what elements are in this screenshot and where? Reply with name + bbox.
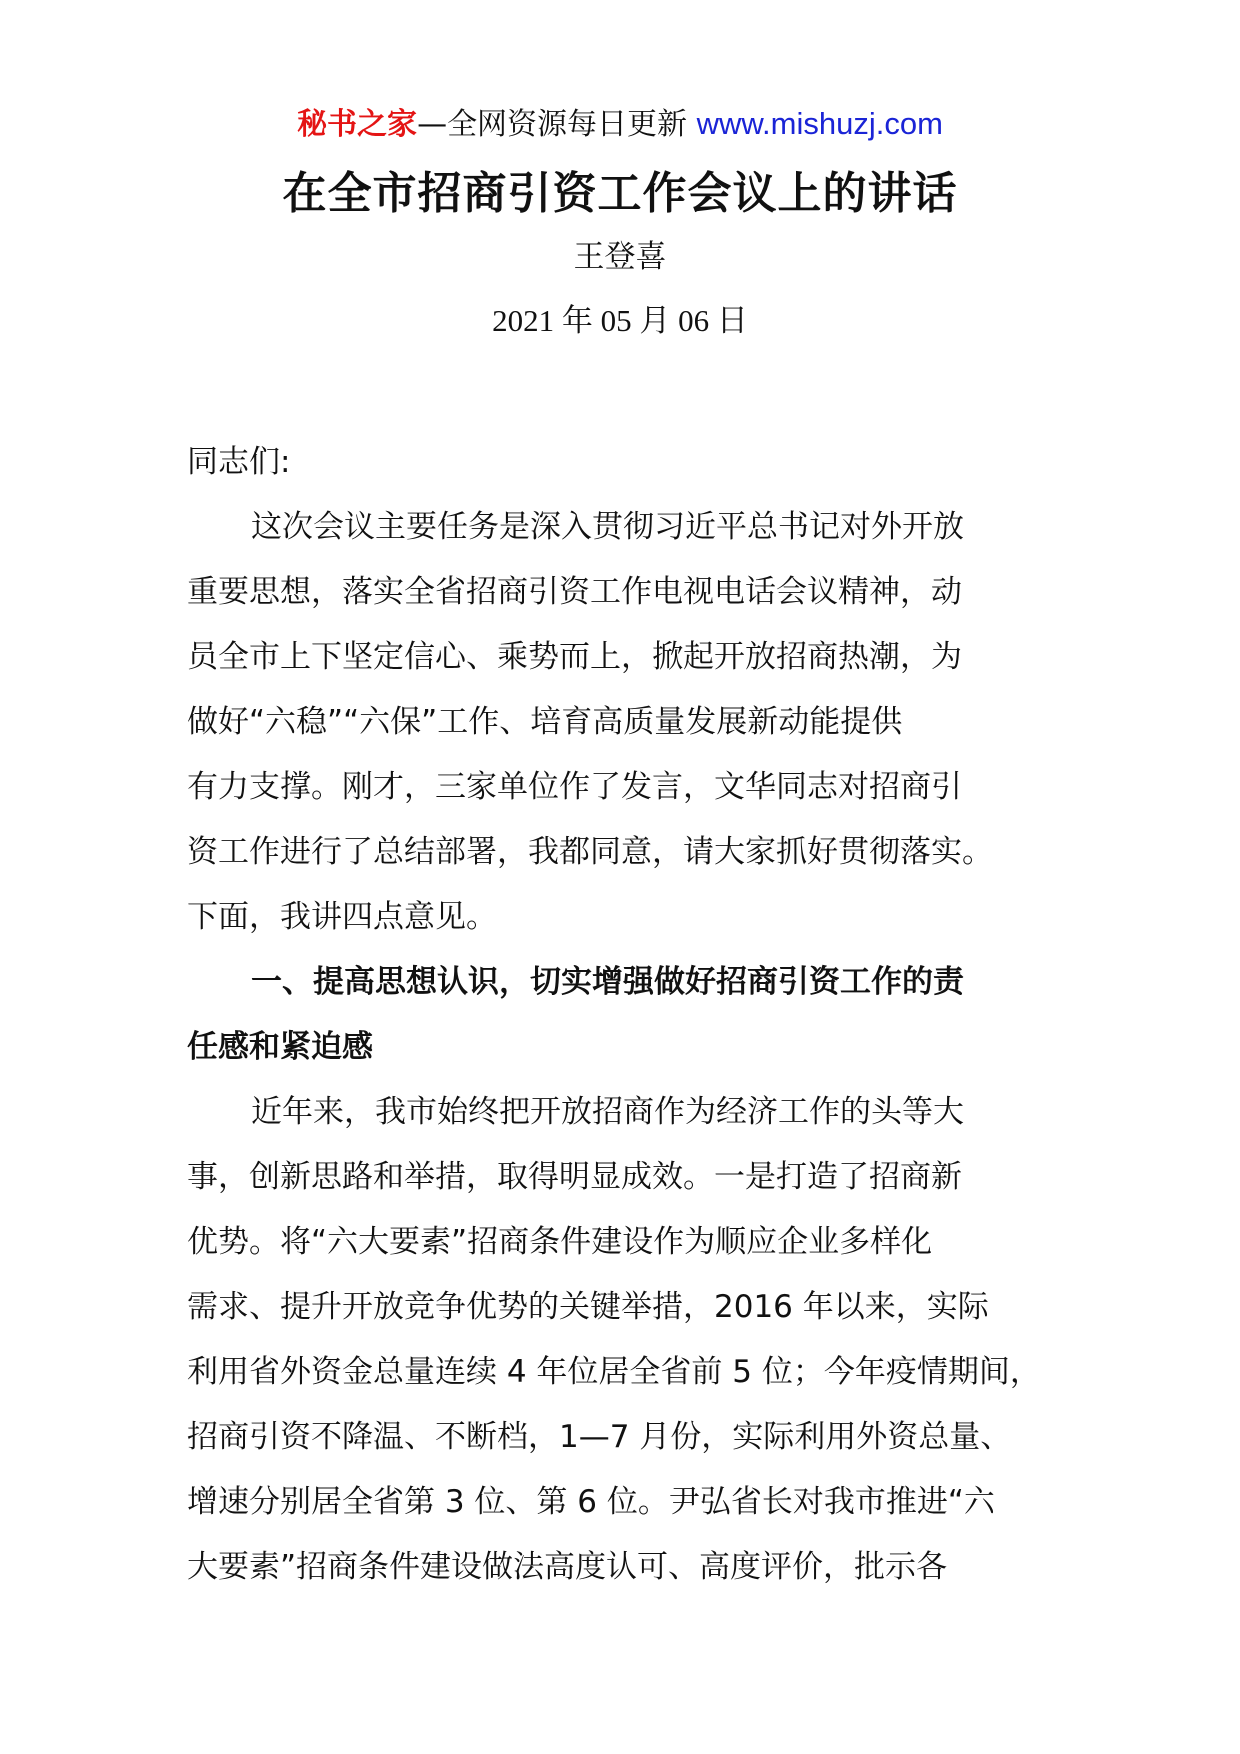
paragraph-line: 下面，我讲四点意见。: [187, 899, 497, 935]
paragraph-line: 这次会议主要任务是深入贯彻习近平总书记对外开放: [251, 509, 964, 545]
brand-name: 秘书之家: [297, 107, 418, 142]
paragraph-line: 重要思想，落实全省招商引资工作电视电话会议精神，动: [187, 574, 962, 610]
paragraph-line: 优势。将“六大要素”招商条件建设作为顺应企业多样化: [187, 1224, 933, 1260]
document-body: [187, 430, 1067, 1600]
greeting: 同志们:: [187, 444, 291, 480]
heading-line: 一、提高思想认识，切实增强做好招商引资工作的责: [251, 964, 964, 1000]
paragraph-line: 需求、提升开放竞争优势的关键举措，2016 年以来，实际: [187, 1289, 989, 1325]
section-heading-1: [187, 950, 1067, 1080]
paragraph-line: 近年来，我市始终把开放招商作为经济工作的头等大: [251, 1094, 964, 1130]
paragraph-line: 资工作进行了总结部署，我都同意，请大家抓好贯彻落实。: [187, 834, 993, 870]
document-date: 2021 年 05 月 06 日: [492, 303, 748, 338]
paragraph-line: 员全市上下坚定信心、乘势而上，掀起开放招商热潮，为: [187, 639, 962, 675]
site-link[interactable]: www.mishuzj.com: [696, 106, 943, 141]
paragraph-line: 有力支撑。刚才，三家单位作了发言，文华同志对招商引: [187, 769, 962, 805]
paragraph-line: 大要素”招商条件建设做法高度认可、高度评价，批示各: [187, 1549, 948, 1585]
heading-line: 任感和紧迫感: [187, 1029, 373, 1065]
paragraph-line: 做好“六稳”“六保”工作、培育高质量发展新动能提供: [187, 704, 903, 740]
watermark-header: [0, 103, 1240, 146]
paragraph-section-1: [187, 1080, 1067, 1600]
document-author: 王登喜: [573, 239, 667, 275]
brand-tagline: —全网资源每日更新: [417, 107, 697, 142]
paragraph-line: 增速分别居全省第 3 位、第 6 位。尹弘省长对我市推进“六: [187, 1484, 995, 1520]
document-title: 在全市招商引资工作会议上的讲话: [282, 168, 958, 219]
paragraph-intro: [187, 495, 1067, 950]
paragraph-line: 招商引资不降温、不断档，1—7 月份，实际利用外资总量、: [187, 1419, 1012, 1455]
paragraph-line: 事，创新思路和举措，取得明显成效。一是打造了招商新: [187, 1159, 962, 1195]
paragraph-line: 利用省外资金总量连续 4 年位居全省前 5 位；今年疫情期间，: [187, 1354, 1041, 1390]
